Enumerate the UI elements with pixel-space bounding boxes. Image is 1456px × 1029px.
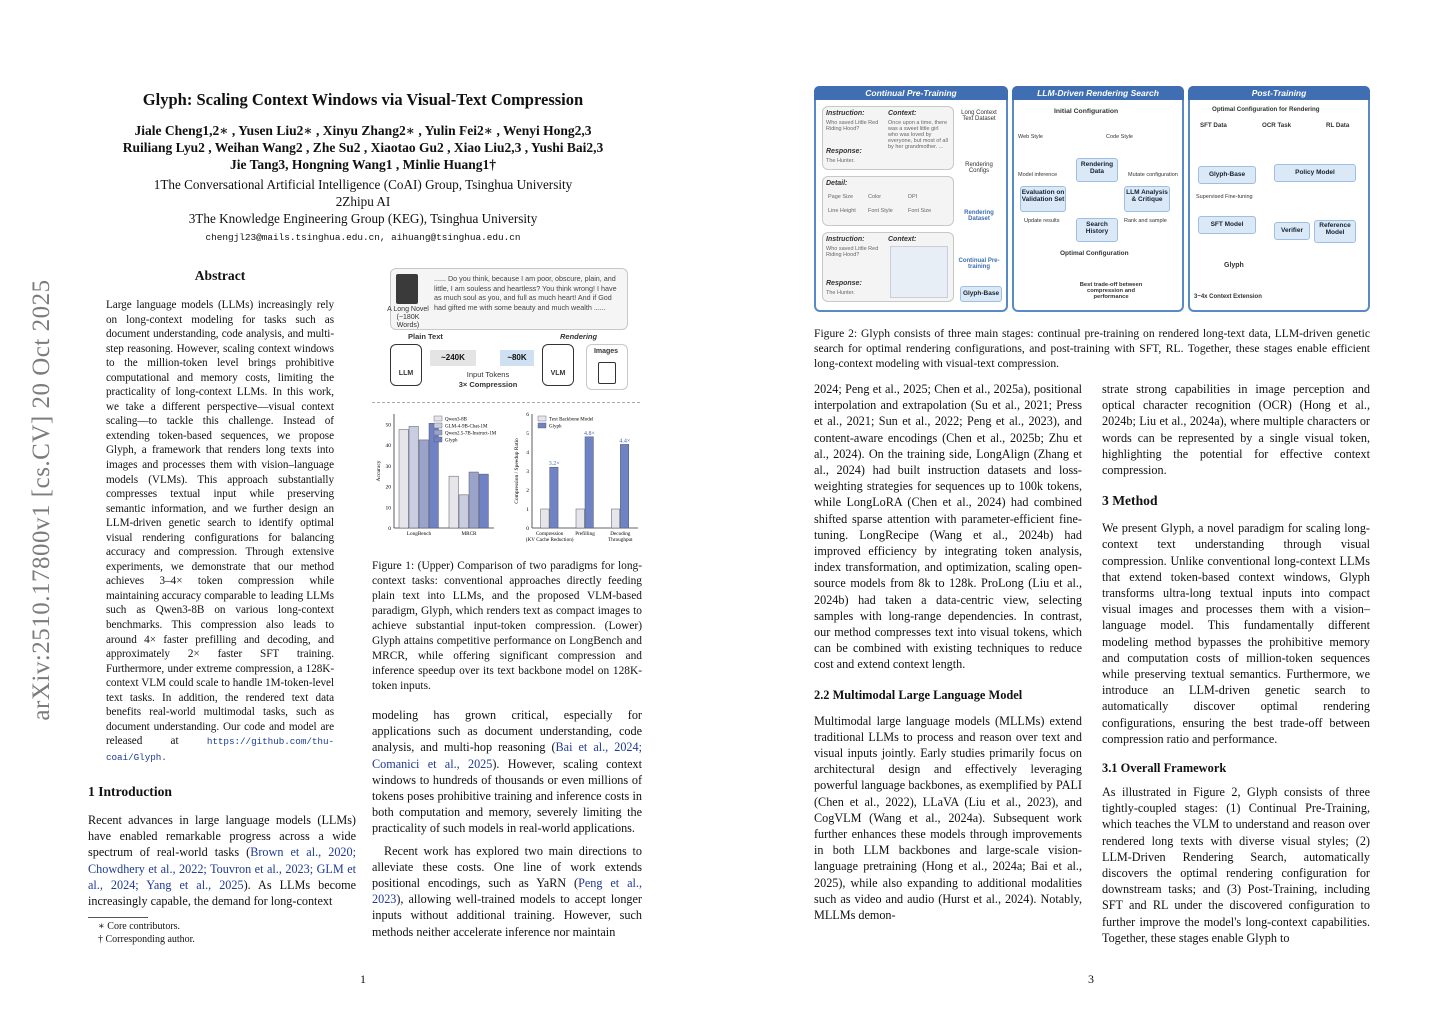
y-axis-label: Compression / Speedup Ratio	[514, 438, 520, 504]
y-tick-label: 0	[388, 526, 391, 532]
response-text-2: The Hunter.	[826, 290, 855, 296]
evaluation-node: Evaluation on Validation Set	[1020, 186, 1066, 212]
novel-title: A Long Novel	[387, 306, 429, 313]
continual-pretraining-label: Continual Pre-training	[958, 258, 1000, 270]
rl-data-label: RL Data	[1326, 122, 1350, 129]
document-icon	[598, 362, 616, 384]
bar-annotation: 4.4×	[619, 438, 631, 445]
detail-label: Detail:	[826, 180, 848, 187]
framework-paragraph: As illustrated in Figure 2, Glyph consists of three tightly-coupled stages: (1) Continual Pre-Training, which teaches the VLM to understand and reason over rendered long texts with diverse visual styles; (2) LLM-Driven Rendering Search, automatically discovers the optimal rendering configuration for downstream tasks; and (3) Post-Training, including SFT and RL under the discovered configuration to further improve the model's long-context capabilities. Together, these stages enable Glyph to	[1102, 785, 1370, 945]
col2-text-a: modeling has grown critical, especially for applications such as document understanding, code analysis, and multi-hop reasoning (	[372, 708, 642, 755]
bar-glm-4-9b-chat-1m	[409, 426, 418, 528]
section-2-2-heading: 2.2 Multimodal Large Language Model	[814, 687, 1023, 702]
bar-glyph	[550, 467, 558, 528]
vlm-robot-icon	[542, 344, 574, 386]
bar-glm-4-9b-chat-1m	[459, 495, 468, 528]
code-link[interactable]: https://github.com/thu-coai/Glyph.	[106, 736, 335, 763]
y-tick-label: 40	[385, 443, 391, 450]
y-tick-label: 1	[526, 507, 529, 513]
introduction-section	[88, 784, 356, 909]
model-inference-label: Model inference	[1018, 172, 1058, 178]
figure-2-diagram	[814, 86, 1370, 312]
context-extension-label: 3~4x Context Extension	[1194, 294, 1262, 300]
arxiv-sidebar-stamp	[22, 279, 62, 721]
rank-sample-label: Rank and sample	[1124, 218, 1167, 224]
legend-swatch	[538, 423, 546, 428]
legend-swatch	[434, 437, 442, 442]
bar-glyph	[479, 474, 488, 528]
legend-swatch	[434, 430, 442, 435]
mutate-label: Mutate configuration	[1128, 172, 1178, 178]
legend-swatch	[538, 416, 546, 421]
y-tick-label: 10	[385, 505, 391, 512]
novel-quote: ...... Do you think, because I am poor, obscure, plain, and little, I am souless and heartless? You think wrong! I have as much soul as you, and full as much heart! And if God had gifted me with some beauty and much wealth ......	[434, 274, 617, 312]
abstract-heading: Abstract	[194, 268, 246, 283]
legend-label: Text Backbone Model	[549, 417, 594, 423]
legend-swatch	[434, 423, 442, 428]
opt-config-render-label: Optimal Configuration for Rendering	[1212, 106, 1320, 113]
page-number-1: 1	[360, 972, 366, 986]
figure-1-caption-block	[372, 559, 642, 694]
llm-robot-icon	[390, 344, 422, 386]
legend-swatch	[434, 416, 442, 421]
x-tick-label: LongBench	[406, 531, 432, 537]
y-tick-label: 20	[385, 484, 391, 491]
bar-text-backbone-model	[541, 509, 549, 528]
authors-line-3: Jie Tang3, Hongning Wang1 , Minlie Huang1†	[229, 157, 497, 172]
detail-color: Color	[868, 194, 882, 200]
detail-font-size: Font Size	[908, 208, 932, 214]
affiliations	[90, 176, 636, 227]
intro-citations[interactable]: Brown et al., 2020; Chowdhery et al., 2022; Touvron et al., 2023; GLM et al., 2024; Yang et al., 2025	[88, 845, 357, 892]
y-tick-label: 2	[526, 488, 529, 494]
intro-text-a: Recent advances in large language models (LLMs) have enabled remarkable progress across a wide spectrum of real-world tasks (	[88, 813, 356, 860]
legend-label: Glyph	[445, 438, 458, 444]
x-tick-label: Throughput	[608, 537, 633, 543]
book-icon	[396, 274, 418, 304]
x-tick-label: Prefilling	[575, 531, 595, 537]
intro-paragraph	[88, 812, 356, 909]
panel1-header: Continual Pre-Training	[814, 86, 1008, 100]
affiliation-2: 2Zhipu AI	[335, 194, 391, 209]
code-style-label: Code Style	[1106, 134, 1133, 140]
bar-qwen2-5-7b-instruct-1m	[469, 472, 478, 528]
footnote-rule	[88, 917, 148, 918]
x-tick-label: Compression	[535, 531, 564, 537]
page3-column-a	[814, 381, 1082, 923]
rendering-dataset-label: Rendering Dataset	[964, 210, 994, 222]
y-axis-label: Accuracy	[376, 460, 382, 482]
y-tick-label: 0	[526, 526, 529, 532]
web-style-label: Web Style	[1018, 134, 1043, 140]
col2-cite-1[interactable]: Bai et al., 2024; Comanici et al., 2025	[372, 740, 643, 771]
plain-text-label: Plain Text	[408, 332, 443, 341]
legend-label: Qwen2.5-7B-Instruct-1M	[445, 431, 497, 437]
sft-data-label: SFT Data	[1200, 122, 1227, 129]
sft-model-node: SFT Model	[1198, 216, 1256, 234]
vlm-label: VLM	[550, 370, 566, 377]
rendering-data-node: Rendering Data	[1076, 158, 1118, 182]
glyph-final-label: Glyph	[1224, 262, 1244, 269]
tokens-240k: ~240K	[430, 350, 476, 366]
images-label: Images	[593, 348, 619, 355]
search-history-node: Search History	[1076, 218, 1118, 242]
reference-model-node: Reference Model	[1314, 220, 1356, 243]
instruction-text-2: Who saved Little Red Riding Hood?	[826, 246, 879, 258]
bar-qwen3-8b	[399, 430, 408, 528]
col2-cite-2[interactable]: Peng et al., 2023	[372, 876, 642, 907]
sft-label: Supervised Fine-tuning	[1196, 194, 1253, 200]
update-results-label: Update results	[1024, 218, 1060, 224]
bar-qwen2-5-7b-instruct-1m	[419, 440, 428, 528]
policy-model-node: Policy Model	[1274, 164, 1356, 182]
figure-1-caption: Figure 1: (Upper) Comparison of two paradigms for long-context tasks: conventional approaches directly feeding plain text into LLMs, and the proposed VLM-based paradigm, Glyph, which renders text as compact images to achieve substantial input-token compression. (Lower) Glyph attains competitive performance on LongBench and MRCR, while offering significant compression and inference speedup over its text backbone model on 128K-token inputs.	[372, 560, 642, 692]
detail-items	[828, 194, 952, 214]
bar-text-backbone-model	[611, 509, 619, 528]
authors-line-1: Jiale Cheng1,2∗ , Yusen Liu2∗ , Xinyu Zhang2∗ , Yulin Fei2∗ , Wenyi Hong2,3	[134, 123, 592, 138]
y-tick-label: 3	[526, 469, 529, 475]
rendering-label: Rendering	[560, 332, 598, 341]
bar-qwen3-8b	[449, 476, 458, 528]
abstract-text	[106, 298, 334, 766]
long-context-dataset-label: Long Context Text Dataset	[961, 110, 997, 122]
y-tick-label: 50	[385, 422, 391, 429]
figure-2-caption-block	[814, 326, 1370, 372]
col2-paragraph-2	[372, 843, 642, 940]
authors-line-2: Ruiliang Lyu2 , Weihan Wang2 , Zhe Su2 , Xiaotao Gu2 , Xiao Liu2,3 , Yushi Bai2,3	[122, 140, 604, 155]
x-tick-label: Decoding	[610, 531, 631, 537]
y-tick-label: 30	[385, 463, 391, 470]
glyph-base-node-2: Glyph-Base	[1198, 166, 1256, 184]
author-emails: chengjl23@mails.tsinghua.edu.cn, aihuang@tsinghua.edu.cn	[205, 232, 521, 243]
novel-words: (~180K Words)	[396, 314, 420, 329]
response-label-1: Response:	[826, 148, 862, 155]
abstract-block	[106, 268, 334, 766]
tokens-80k: ~80K	[500, 350, 534, 366]
col2-paragraph-1	[372, 707, 642, 837]
detail-page-size: Page Size	[828, 194, 854, 200]
figure-2-caption: Figure 2: Glyph consists of three main stages: continual pre-training on rendered long-text data, LLM-driven genetic search for optimal rendering configurations, and post-training with SFT, RL. Together, these stages enable efficient long-context modeling with visual-text compression.	[814, 327, 1370, 371]
intro-text-b: ). As LLMs become increasingly capable, the demand for long-context	[88, 877, 357, 909]
detail-font-style: Font Style	[868, 208, 893, 214]
verifier-node: Verifier	[1274, 222, 1310, 240]
bar-annotation: 3.2×	[548, 461, 560, 468]
page1-column2-text	[372, 707, 642, 940]
author-list	[90, 122, 636, 173]
instruction-text-1: Who saved Little Red Riding Hood?	[826, 120, 879, 132]
context-text-1: Once upon a time, there was a sweet little girl who was loved by everyone, but most of all by her grandmother. ...	[888, 120, 948, 150]
bar-glyph	[585, 437, 593, 528]
legend-label: GLM-4-9B-Chat-1M	[445, 424, 488, 430]
col2-text-d: ), allowing well-trained models to accept longer inputs without additional training. However, such methods neither accelerate inference nor maintain	[372, 892, 642, 939]
intro-heading: 1 Introduction	[88, 784, 172, 799]
arxiv-id: arXiv:2510.17800v1 [cs.CV] 20 Oct 2025	[28, 279, 55, 721]
ocr-paragraph: strate strong capabilities in image perception and optical character recognition (OCR) (Hong et al., 2024b; Liu et al., 2024a), where multiple characters or words can be represented by a single visual token, highlighting the potential for effective context compression.	[1102, 382, 1370, 478]
legend-label: Qwen3-8B	[445, 417, 467, 423]
affiliation-1: 1The Conversational Artificial Intelligence (CoAI) Group, Tsinghua University	[153, 177, 573, 192]
panel3-header: Post-Training	[1188, 86, 1370, 100]
x-tick-label: (KV Cache Reduction)	[525, 537, 574, 543]
col2-text-c: Recent work has explored two main directions to alleviate these costs. One line of work extends positional encodings, such as YaRN (	[372, 843, 642, 891]
abstract-body: Large language models (LLMs) increasingly rely on long-context modeling for tasks such as document understanding, code analysis, and multi-step reasoning. However, scaling context windows to the million-token level brings prohibitive computational and memory costs, limiting the practicality of long-context LLMs. In this work, we take a different perspective—visual context scaling—to tackle this challenge. Instead of extending token-based sequences, we propose Glyph, a framework that renders long texts into images and processes them with vision–language models (VLMs). This approach substantially compresses textual input while preserving semantic information, and we further design an LLM-driven genetic search to identify optimal visual rendering configurations for balancing accuracy and compression. Through extensive experiments, we demonstrate that our method achieves 3–4× token compression while maintaining accuracy comparable to leading LLMs such as Qwen3-8B on various long-context benchmarks. This compression also leads to around 4× faster prefilling and decoding, and approximately 2× faster SFT training. Furthermore, under extreme compression, a 128K-context VLM could scale to handle 1M-token-level text tasks. In addition, the rendered text data benefits real-world multimodal tasks, such as document understanding. Our code and model are released at	[106, 299, 334, 748]
rendered-image-thumb	[890, 246, 948, 298]
footnote-corresponding: † Corresponding author.	[98, 934, 195, 945]
footnotes	[98, 920, 195, 946]
paper-title: Glyph: Scaling Context Windows via Visual-Text Compression	[142, 90, 584, 109]
compression-label: 3× Compression	[458, 380, 518, 389]
y-tick-label: 4	[526, 450, 529, 456]
mllm-paragraph: Multimodal large language models (MLLMs) extend traditional LLMs to process and reason over text and visual inputs jointly. Early studies primarily focus on architectural design and effectively leveraging powerful language backbones, as exemplified by PALI (Chen et al., 2022), LLaVA (Liu et al., 2023), and CogVLM (Wang et al., 2024a). Subsequent work further enhances these models through improvements in both LLM backbones and large-scale vision-language pretraining (Hong et al., 2024a; Bai et al., 2025), while also expanding to additional modalities such as video and audio (Hurst et al., 2024). Notably, MLLMs demon-	[814, 713, 1082, 923]
page3-column-b	[1102, 381, 1370, 946]
ocr-task-label: OCR Task	[1262, 122, 1292, 129]
instruction-label-1: Instruction:	[826, 110, 865, 117]
context-label-2: Context:	[888, 236, 917, 243]
bar-glyph	[620, 444, 628, 528]
footnote-core: ∗ Core contributors.	[98, 921, 181, 932]
col2-text-b: ). However, scaling context windows to hundreds of thousands or even millions of tokens poses prohibitive training and inference costs in both computation and memory, severely limiting the practicality of such models in real-world applications.	[372, 756, 642, 836]
instruction-label-2: Instruction:	[826, 236, 865, 243]
detail-dpi: DPI	[908, 194, 918, 200]
detail-line-height: Line Height	[828, 208, 856, 214]
optimal-config-label: Optimal Configuration	[1060, 250, 1129, 257]
llm-analysis-node: LLM Analysis & Critique	[1124, 186, 1170, 212]
rendering-configs-label: Rendering Configs	[965, 162, 993, 174]
llm-label: LLM	[398, 370, 414, 377]
y-tick-label: 6	[526, 412, 529, 418]
page-number-3: 3	[1088, 972, 1094, 986]
bar-annotation: 4.8×	[584, 430, 595, 437]
panel2-header: LLM-Driven Rendering Search	[1012, 86, 1184, 100]
context-label-1: Context:	[888, 110, 917, 117]
related-work-paragraph: 2024; Peng et al., 2025; Chen et al., 2025a), positional interpolation and extrapolation (Su et al., 2021; Press et al., 2021; Sun et al., 2022; Peng et al., 2023), and content-aware encodings (Chen et al., 2025b; Zhu et al., 2024). On the training side, LongAlign (Zhang et al., 2024) had built instruction datasets and loss-weighting strategies for sequences up to 100k tokens, while LongLoRA (Chen et al., 2024) had combined shifted sparse attention with parameter-efficient fine-tuning. LongRecipe (Wang et al., 2024b) had improved efficiency by integrating token analysis, index transformation, and optimization, scaling open-source models from 8k to 128k. ProLong (Liu et al., 2024b) had taken a data-centric view, selecting samples with long-range dependencies. In contrast, our method compresses text into visual tokens, which can be combined with existing techniques to reduce cost and extend context length.	[814, 382, 1082, 672]
glyph-base-node: Glyph-Base	[960, 286, 1002, 302]
response-text-1: The Hunter.	[826, 158, 855, 164]
section-3-1-heading: 3.1 Overall Framework	[1102, 761, 1227, 776]
method-paragraph: We present Glyph, a novel paradigm for scaling long-context text understanding through visual compression. Unlike conventional long-context LLMs that extend token-based context windows, Glyph transforms ultra-long textual inputs into compact visual images and processes them with a vision–language model. This fundamentally different modeling method bypasses the prohibitive memory and computation costs of million-token sequences while preserving textual semantics. Furthermore, we introduce an LLM-driven genetic search to automatically discover optimal rendering configurations, ensuring the best trade-off between compression ratio and performance.	[1102, 521, 1370, 746]
novel-label	[386, 306, 430, 330]
section-3-heading: 3 Method	[1102, 493, 1158, 509]
bar-text-backbone-model	[576, 509, 584, 528]
figure-1-charts	[372, 406, 642, 548]
initial-config-label: Initial Configuration	[1054, 108, 1119, 115]
figure-1-diagram	[372, 266, 640, 396]
input-tokens-label: Input Tokens	[466, 370, 510, 379]
affiliation-3: 3The Knowledge Engineering Group (KEG), Tsinghua University	[188, 211, 538, 226]
response-label-2: Response:	[826, 280, 862, 287]
x-tick-label: MRCR	[461, 531, 477, 537]
legend-label: Glyph	[549, 424, 562, 430]
y-tick-label: 5	[526, 431, 529, 437]
best-tradeoff-label: Best trade-off between compression and performance	[1079, 282, 1143, 300]
figure-1-divider	[372, 402, 640, 403]
